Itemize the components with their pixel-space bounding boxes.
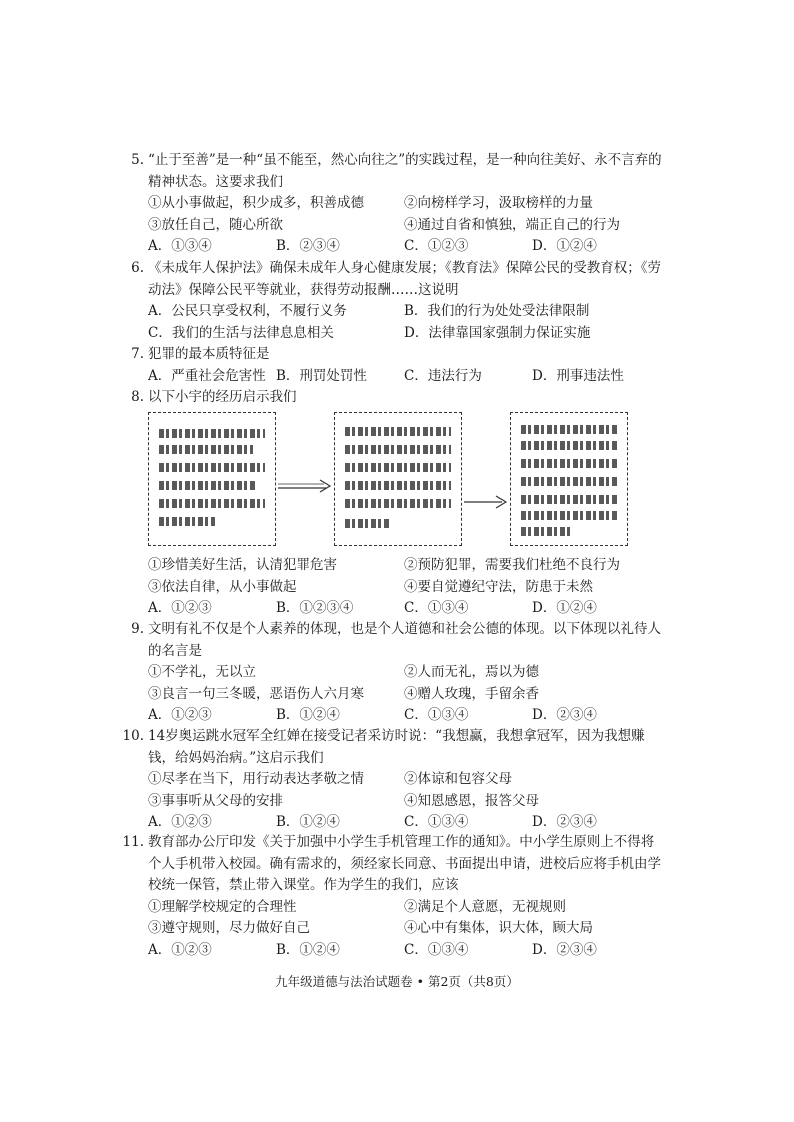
option-b: B．①②④ (276, 941, 340, 958)
option-c: C．①③④ (404, 707, 469, 723)
statement-3: ③放任自己，随心所欲 (148, 216, 283, 233)
question-number: 8. (131, 389, 144, 405)
statement-1: ①理解学校规定的合理性 (148, 898, 297, 915)
statement-4: ④知恩感恩，报答父母 (404, 792, 539, 809)
statement-2: ②人而无礼，焉以为德 (404, 664, 539, 680)
option-d: D．①②④ (532, 600, 597, 616)
question-number: 9. (131, 621, 144, 637)
arrow-right-icon (276, 478, 334, 498)
statement-4: ④赠人玫瑰，手留余香 (404, 685, 539, 702)
option-b: B．刑罚处罚性 (276, 367, 367, 384)
option-c: C．①③④ (404, 814, 469, 830)
question-9 (122, 619, 662, 727)
option-c: C．我们的生活与法律息息相关 (148, 324, 334, 341)
option-d: D．②③④ (532, 814, 597, 830)
question-stem: “止于至善”是一种“虽不能至，然心向往之”的实践过程，是一种向往美好、永不言弃的精神状态。这要求我们 (148, 152, 662, 190)
statement-4: ④通过自省和慎独，端正自己的行为 (404, 216, 620, 233)
option-d: D．①②④ (532, 238, 597, 254)
question-number: 10. (122, 728, 144, 744)
statement-2: ②预防犯罪，需要我们杜绝不良行为 (404, 557, 620, 573)
statement-1: ①尽孝在当下，用行动表达孝敬之情 (148, 771, 364, 787)
question-7 (122, 344, 662, 387)
question-8-choices (122, 555, 662, 620)
statement-1: ①珍惜美好生活，认清犯罪危害 (148, 557, 337, 573)
option-a: A．①③④ (148, 238, 212, 254)
statement-2: ②向榜样学习，汲取榜样的力量 (404, 195, 593, 211)
page-footer: 九年级道德与法治试题卷 • 第2页（共8页） (275, 974, 519, 989)
question-stem: 《未成年人保护法》确保未成年人身心健康发展；《教育法》保障公民的受教育权；《劳动法》保障公民平等就业，获得劳动报酬……这说明 (148, 260, 661, 298)
question-8 (122, 387, 662, 409)
question-number: 7. (131, 346, 144, 362)
option-a: A．①②③ (148, 600, 212, 616)
option-c: C．违法行为 (404, 367, 482, 384)
question-stem: 文明有礼不仅是个人素养的体现，也是个人道德和社会公德的体现。以下体现以礼待人的名言是 (148, 621, 661, 659)
question-number: 5. (131, 152, 144, 168)
option-b: B．②③④ (276, 238, 340, 254)
story-panel-2 (334, 412, 462, 546)
story-panels-figure (148, 412, 628, 546)
question-stem: 以下小宇的经历启示我们 (148, 389, 297, 405)
question-5 (122, 150, 662, 258)
option-d: D．法律靠国家强制力保证实施 (404, 324, 591, 341)
option-c: C．①③④ (404, 600, 469, 616)
option-b: B．①②③④ (276, 600, 354, 616)
question-number: 6. (131, 260, 144, 276)
option-c: C．①②③ (404, 238, 469, 254)
option-b: B．①②④ (276, 814, 340, 830)
question-stem: 教育部办公厅印发《关于加强中小学生手机管理工作的通知》。中小学生原则上不得将个人手机带入校园。确有需求的，须经家长同意、书面提出申请，进校后应将手机由学校统一保管，禁止带入课堂。作为学生的我们，应该 (148, 834, 661, 893)
statement-1: ①从小事做起，积少成多，积善成德 (148, 195, 364, 211)
option-a: A．严重社会危害性 (148, 367, 266, 384)
option-b: B．我们的行为处处受法律限制 (404, 303, 590, 319)
statement-3: ③良言一句三冬暖，恶语伤人六月寒 (148, 685, 364, 702)
option-b: B．①②④ (276, 707, 340, 723)
question-10 (122, 726, 662, 834)
story-panel-1 (148, 412, 276, 546)
statement-3: ③事事听从父母的安排 (148, 792, 283, 809)
statement-3: ③依法自律，从小事做起 (148, 578, 297, 595)
option-c: C．①③④ (404, 941, 469, 958)
option-a: A．公民只享受权利，不履行义务 (148, 303, 347, 319)
statement-1: ①不学礼，无以立 (148, 664, 256, 680)
statement-3: ③遵守规则，尽力做好自己 (148, 920, 310, 936)
statement-4: ④要自觉遵纪守法，防患于未然 (404, 578, 593, 595)
statement-2: ②满足个人意愿，无视规则 (404, 898, 566, 915)
statement-4: ④心中有集体，识大体，顾大局 (404, 920, 593, 936)
question-11 (122, 832, 662, 961)
option-a: A．①②③ (148, 941, 212, 958)
option-a: A．①②③ (148, 814, 212, 830)
question-number: 11. (122, 834, 144, 850)
question-6 (122, 258, 662, 344)
option-a: A．①②③ (148, 707, 212, 723)
option-d: D．②③④ (532, 707, 597, 723)
question-stem: 犯罪的最本质特征是 (148, 346, 270, 362)
question-stem: 14岁奥运跳水冠军全红婵在接受记者采访时说：“我想赢，我想拿冠军，因为我想赚钱，给妈妈治病。”这启示我们 (148, 728, 645, 766)
story-panel-3 (510, 412, 628, 546)
option-d: D．刑事违法性 (532, 367, 624, 384)
statement-2: ②体谅和包容父母 (404, 771, 512, 787)
arrow-right-icon (462, 492, 510, 512)
option-d: D．②③④ (532, 941, 597, 958)
